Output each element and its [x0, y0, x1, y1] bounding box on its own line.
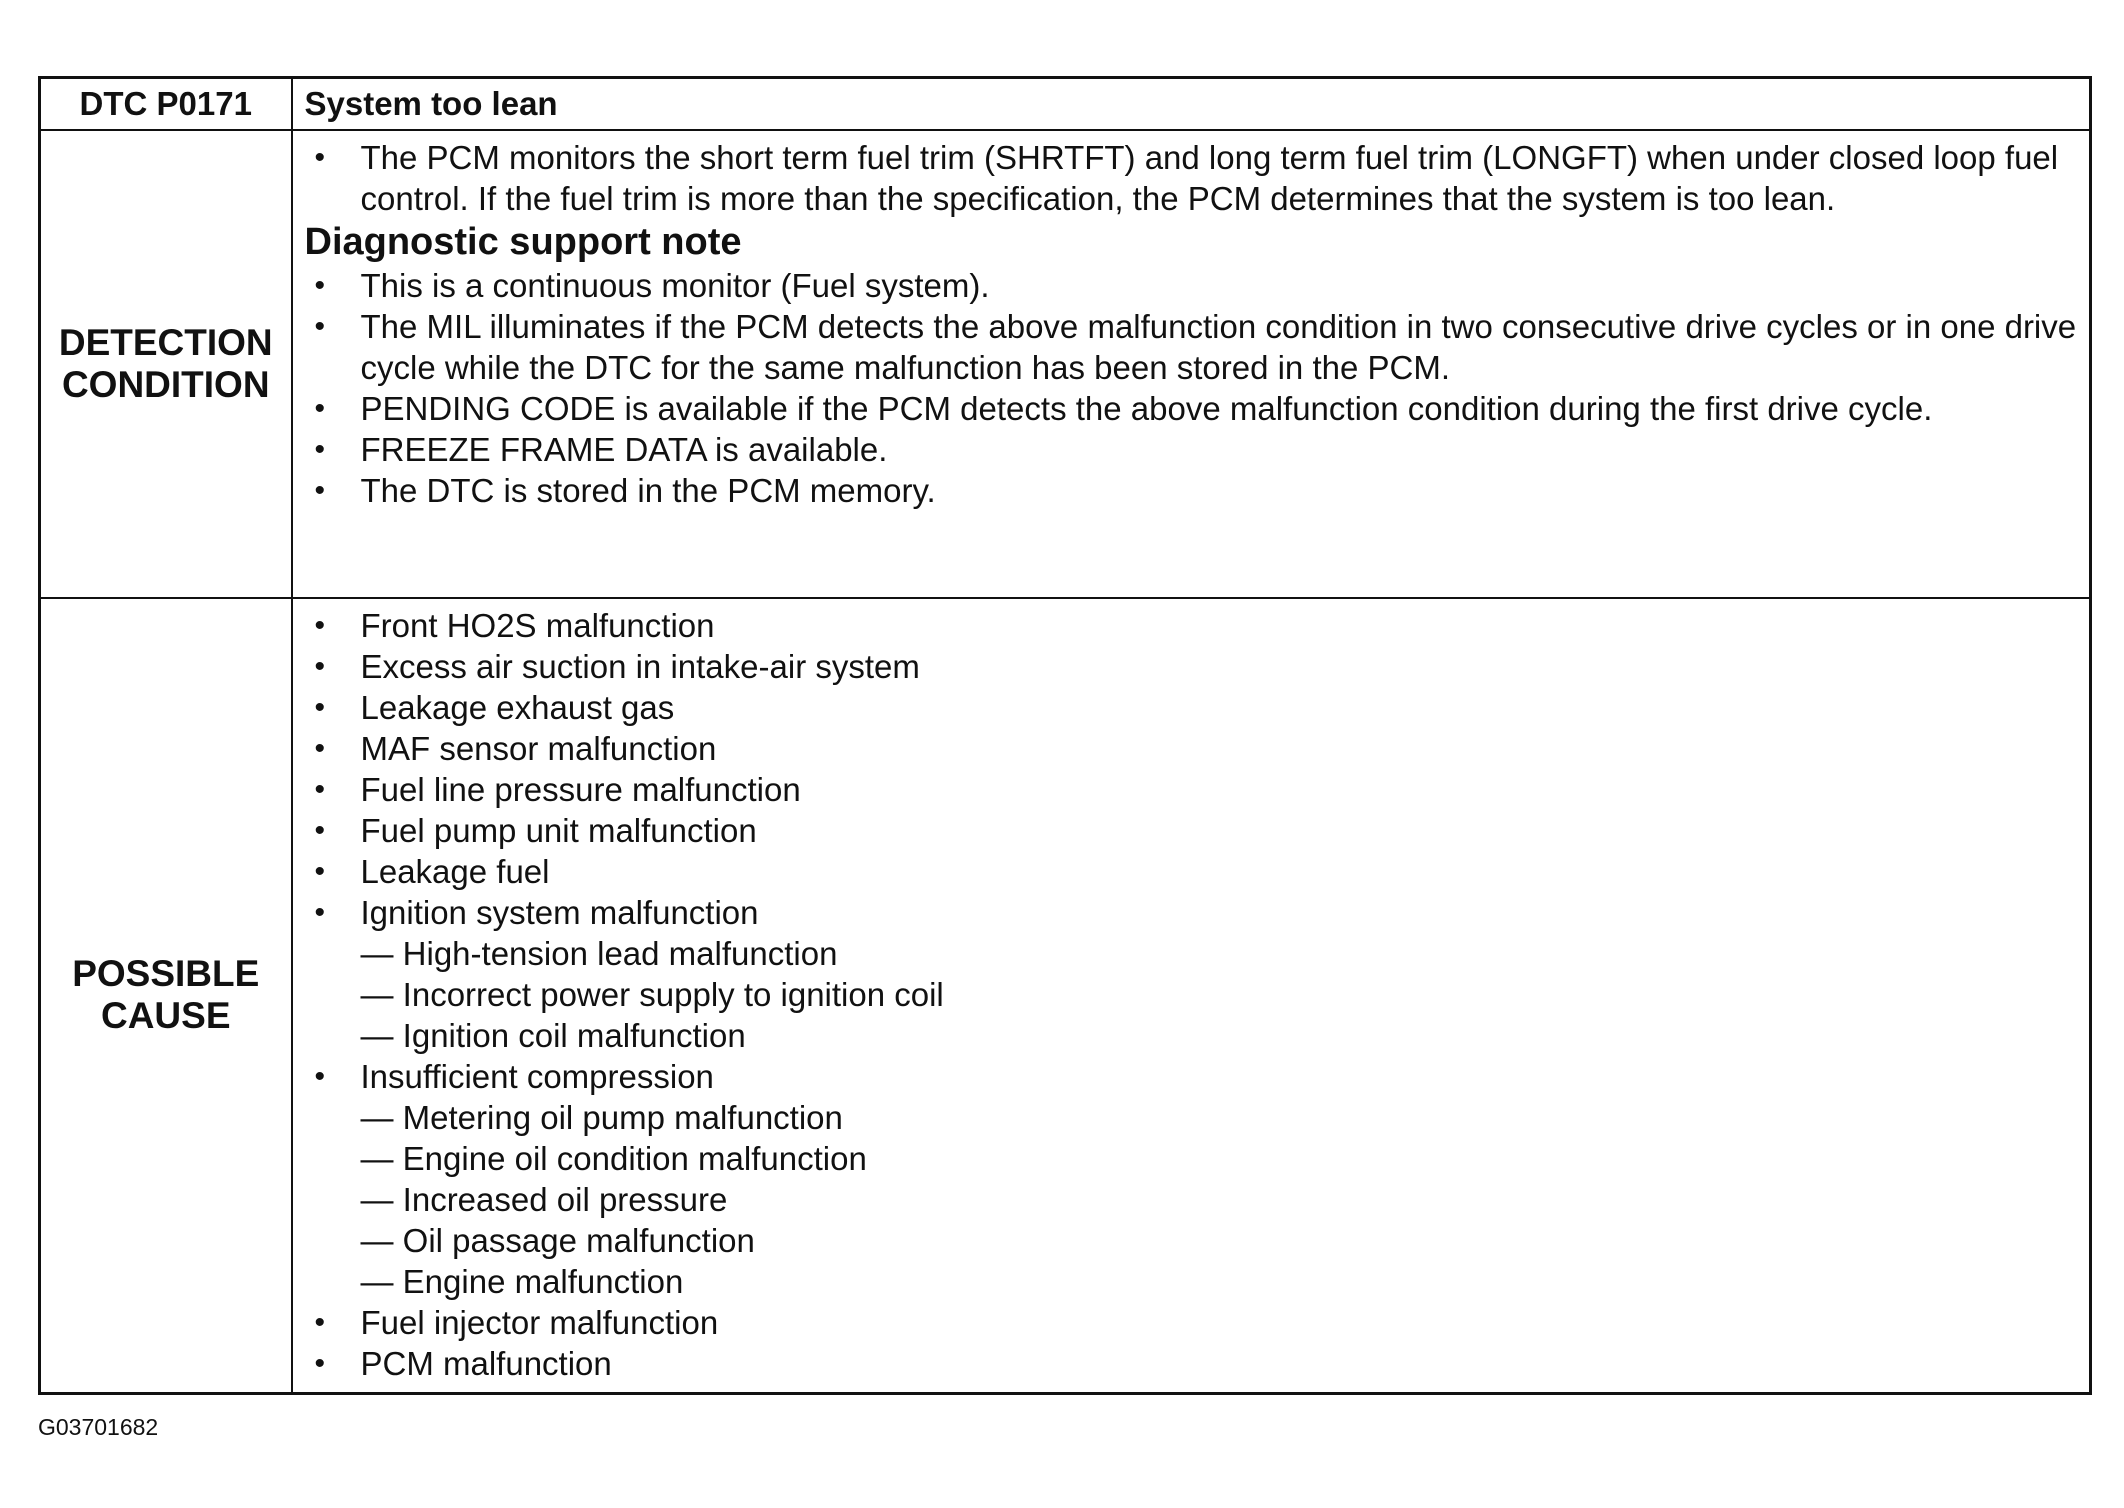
dtc-code-cell: DTC P0171 [40, 78, 292, 130]
detection-label-line1: DETECTION [58, 321, 273, 363]
cause-sub-item: — Ignition coil malfunction [360, 1016, 746, 1054]
cause-item: • Fuel injector malfunction [305, 1302, 2078, 1343]
diagnostic-note-heading: Diagnostic support note [304, 220, 742, 263]
note-bullet: • FREEZE FRAME DATA is available. [305, 429, 2078, 470]
dtc-title-cell: System too lean [292, 78, 2091, 130]
cause-item: • Excess air suction in intake-air system [305, 646, 2078, 687]
cause-item: • Fuel line pressure malfunction [305, 769, 2078, 810]
cause-item: • Front HO2S malfunction [305, 605, 2078, 646]
detection-label-line2: CONDITION [61, 363, 270, 405]
detection-bullet: • The PCM monitors the short term fuel trim (SHRTFT) and long term fuel trim (LONGFT) when under closed loop fuel control. If the fuel trim is more than the specification, the PCM determines that the system is too lean. [305, 137, 2078, 219]
cause-sub-item: — Oil passage malfunction [360, 1221, 755, 1259]
cause-item: • MAF sensor malfunction [305, 728, 2078, 769]
cause-item: • Insufficient compression — Metering oil pump malfunction — Engine oil condition malfunction — Increased oil pressure — Oil passage malfunction — Engine malfunction [305, 1056, 2078, 1302]
cause-label-line2: CAUSE [100, 995, 231, 1037]
possible-cause-list [305, 605, 2078, 1384]
dtc-table [38, 76, 2092, 1395]
cause-item: • Leakage exhaust gas [305, 687, 2078, 728]
cause-sub-item: — Increased oil pressure [360, 1180, 728, 1218]
cause-item: • Leakage fuel [305, 851, 2078, 892]
note-bullet: • The DTC is stored in the PCM memory. [305, 470, 2078, 511]
cause-sub-item: — Incorrect power supply to ignition coil [360, 975, 944, 1013]
cause-item: • PCM malfunction [305, 1343, 2078, 1384]
cause-content [292, 598, 2091, 1394]
header-row [40, 78, 2091, 130]
cause-item: • Fuel pump unit malfunction [305, 810, 2078, 851]
cause-sub-item: — Engine malfunction [360, 1262, 684, 1300]
cause-sub-list [361, 1097, 2078, 1302]
cause-sub-item: — Metering oil pump malfunction [360, 1098, 843, 1136]
cause-sub-item: — Engine oil condition malfunction [360, 1139, 867, 1177]
detection-content [292, 130, 2091, 598]
diagnostic-note-list [305, 265, 2078, 511]
detection-row [40, 130, 2091, 598]
cause-sub-list [361, 933, 2078, 1056]
detection-intro-list [305, 137, 2078, 219]
cause-item: • Ignition system malfunction — High-tension lead malfunction — Incorrect power supply to ignition coil — Ignition coil malfunction [305, 892, 2078, 1056]
note-bullet: • PENDING CODE is available if the PCM detects the above malfunction condition during the first drive cycle. [305, 388, 2078, 429]
detection-label [40, 130, 292, 598]
cause-label-line1: POSSIBLE [72, 953, 260, 995]
cause-row [40, 598, 2091, 1394]
cause-label [40, 598, 292, 1394]
cause-sub-item: — High-tension lead malfunction [360, 934, 838, 972]
note-bullet: • This is a continuous monitor (Fuel system). [305, 265, 2078, 306]
note-bullet: • The MIL illuminates if the PCM detects the above malfunction condition in two consecutive drive cycles or in one drive cycle while the DTC for the same malfunction has been stored in the PCM. [305, 306, 2078, 388]
figure-code: G03701682 [38, 1414, 159, 1440]
